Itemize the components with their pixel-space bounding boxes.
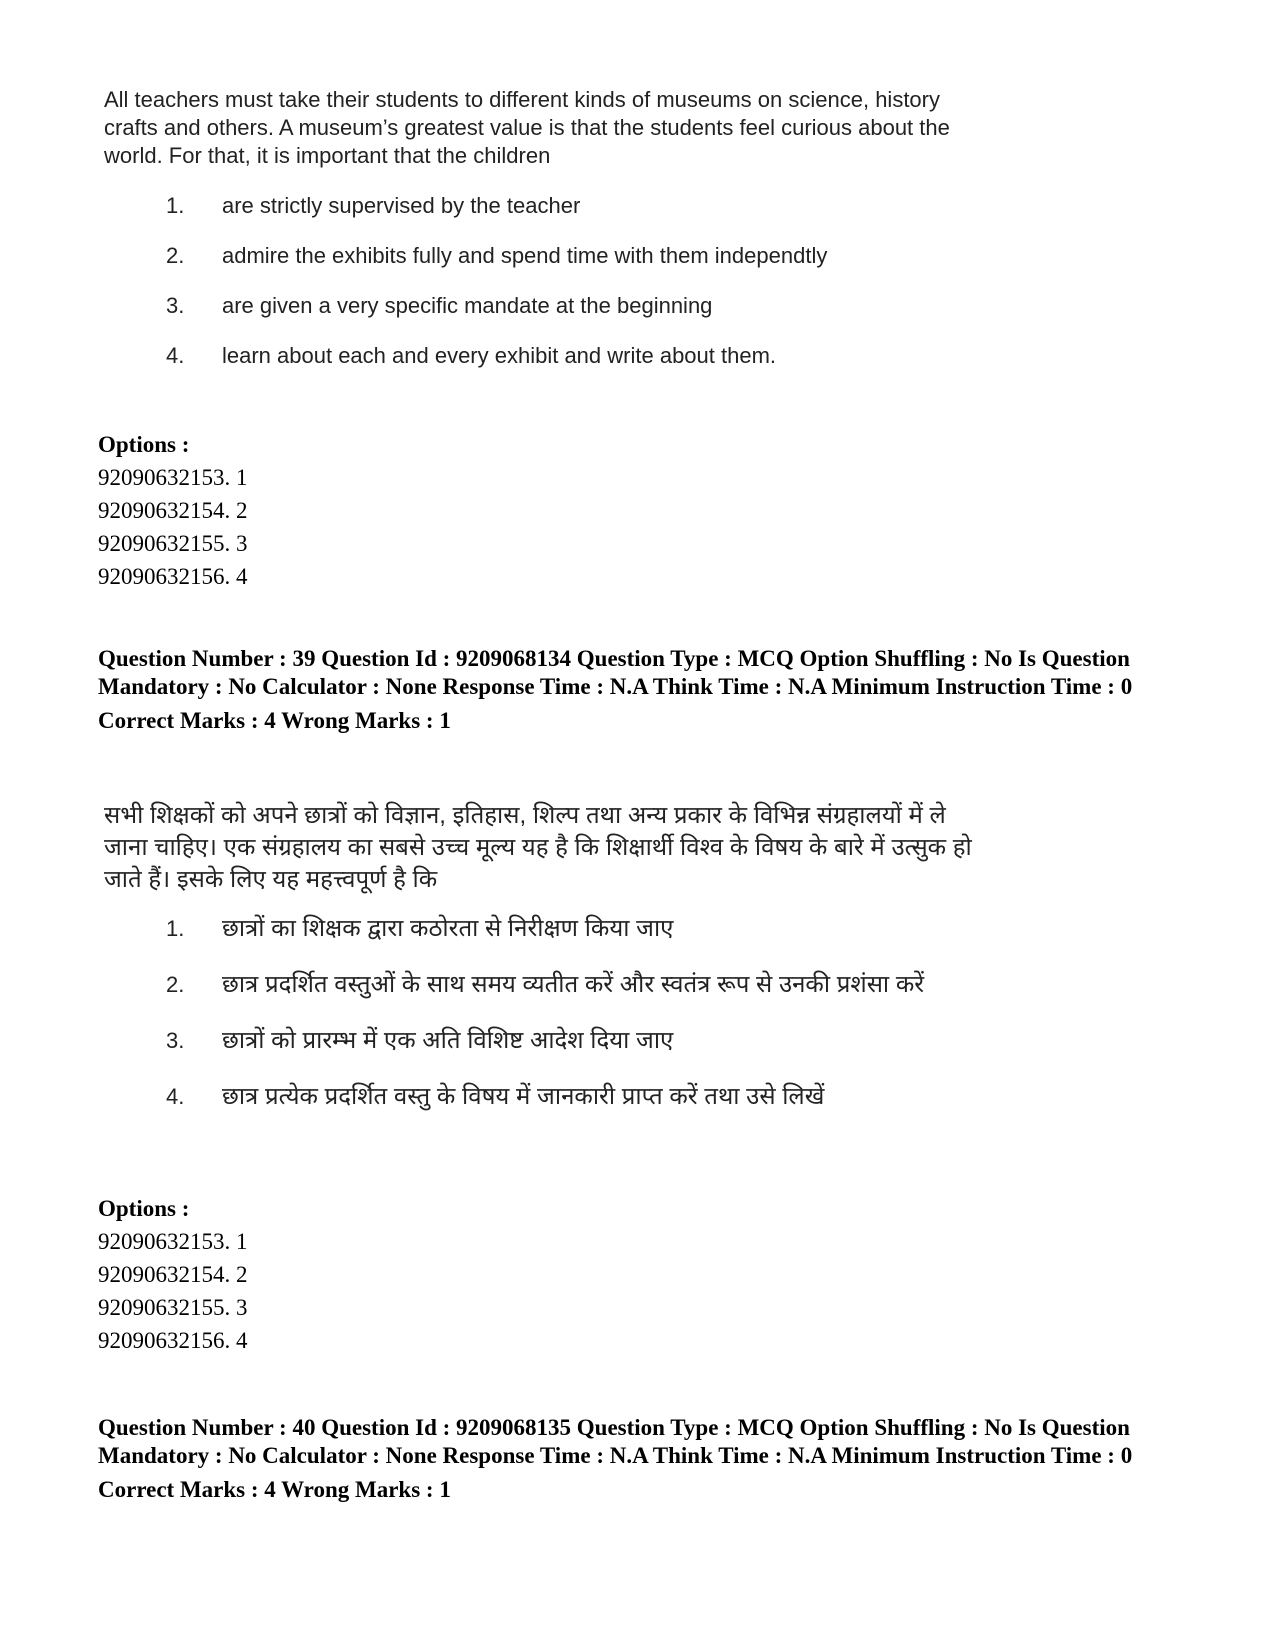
options-label: Options : — [98, 1196, 190, 1221]
options-block — [98, 428, 248, 593]
item-text: learn about each and every exhibit and write about them. — [222, 343, 777, 368]
question-item — [104, 914, 984, 944]
item-text: are strictly supervised by the teacher — [222, 193, 581, 218]
item-number: 2. — [166, 972, 185, 997]
option-line: 92090632154. 2 — [98, 1262, 248, 1287]
item-number: 2. — [166, 243, 185, 268]
question-items — [104, 914, 984, 1112]
marks-text: Correct Marks : 4 Wrong Marks : 1 — [98, 708, 451, 733]
item-text: admire the exhibits fully and spend time with them independtly — [222, 243, 828, 268]
question-meta-text: Question Number : 40 Question Id : 9209068135 Question Type : MCQ Option Shuffling : No Is Question Mandatory : No Calculator : None Response Time : N.A Think Time : N.A Minimum Instruction Time : 0 — [98, 1415, 1133, 1468]
item-text: छात्रों का शिक्षक द्वारा कठोरता से निरीक्षण किया जाए — [222, 915, 674, 942]
options-label: Options : — [98, 432, 190, 457]
item-text: छात्र प्रदर्शित वस्तुओं के साथ समय व्यतीत करें और स्वतंत्र रूप से उनकी प्रशंसा करें — [222, 971, 925, 998]
option-line: 92090632155. 3 — [98, 1295, 248, 1320]
question-stem: All teachers must take their students to different kinds of museums on science, history crafts and others. A museum’s greatest value is that the students feel curious about the world. For that, it is important that the children — [104, 87, 950, 168]
item-text: छात्र प्रत्येक प्रदर्शित वस्तु के विषय में जानकारी प्राप्त करें तथा उसे लिखें — [222, 1083, 825, 1110]
item-text: are given a very specific mandate at the beginning — [222, 293, 713, 318]
item-text: छात्रों को प्रारम्भ में एक अति विशिष्ट आदेश दिया जाए — [222, 1027, 674, 1054]
question-40-meta — [98, 1414, 1178, 1504]
question-item — [104, 292, 984, 320]
item-number: 4. — [166, 343, 185, 368]
question-item — [104, 1082, 984, 1112]
question-38-english — [104, 86, 984, 392]
question-item — [104, 970, 984, 1000]
question-meta-text: Question Number : 39 Question Id : 9209068134 Question Type : MCQ Option Shuffling : No Is Question Mandatory : No Calculator : None Response Time : N.A Think Time : N.A Minimum Instruction Time : 0 — [98, 646, 1133, 699]
question-item — [104, 342, 984, 370]
question-items — [104, 192, 984, 370]
option-line: 92090632153. 1 — [98, 465, 248, 490]
question-item — [104, 1026, 984, 1056]
item-number: 4. — [166, 1084, 185, 1109]
option-line: 92090632156. 4 — [98, 564, 248, 589]
option-line: 92090632154. 2 — [98, 498, 248, 523]
item-number: 3. — [166, 293, 185, 318]
item-number: 1. — [166, 916, 185, 941]
option-line: 92090632156. 4 — [98, 1328, 248, 1353]
question-stem: सभी शिक्षकों को अपने छात्रों को विज्ञान, इतिहास, शिल्प तथा अन्य प्रकार के विभिन्न संग्रहालयों में ले जाना चाहिए। एक संग्रहालय का सबसे उच्च मूल्य यह है कि शिक्षार्थी विश्व के विषय के बारे में उत्सुक हो जाते हैं। इसके लिए यह महत्त्वपूर्ण है कि — [104, 802, 972, 893]
item-number: 1. — [166, 193, 185, 218]
question-item — [104, 192, 984, 220]
question-item — [104, 242, 984, 270]
question-39-hindi — [104, 800, 984, 1138]
option-line: 92090632153. 1 — [98, 1229, 248, 1254]
marks-text: Correct Marks : 4 Wrong Marks : 1 — [98, 1477, 451, 1502]
option-line: 92090632155. 3 — [98, 531, 248, 556]
options-block — [98, 1192, 248, 1357]
item-number: 3. — [166, 1028, 185, 1053]
question-39-meta — [98, 645, 1178, 735]
